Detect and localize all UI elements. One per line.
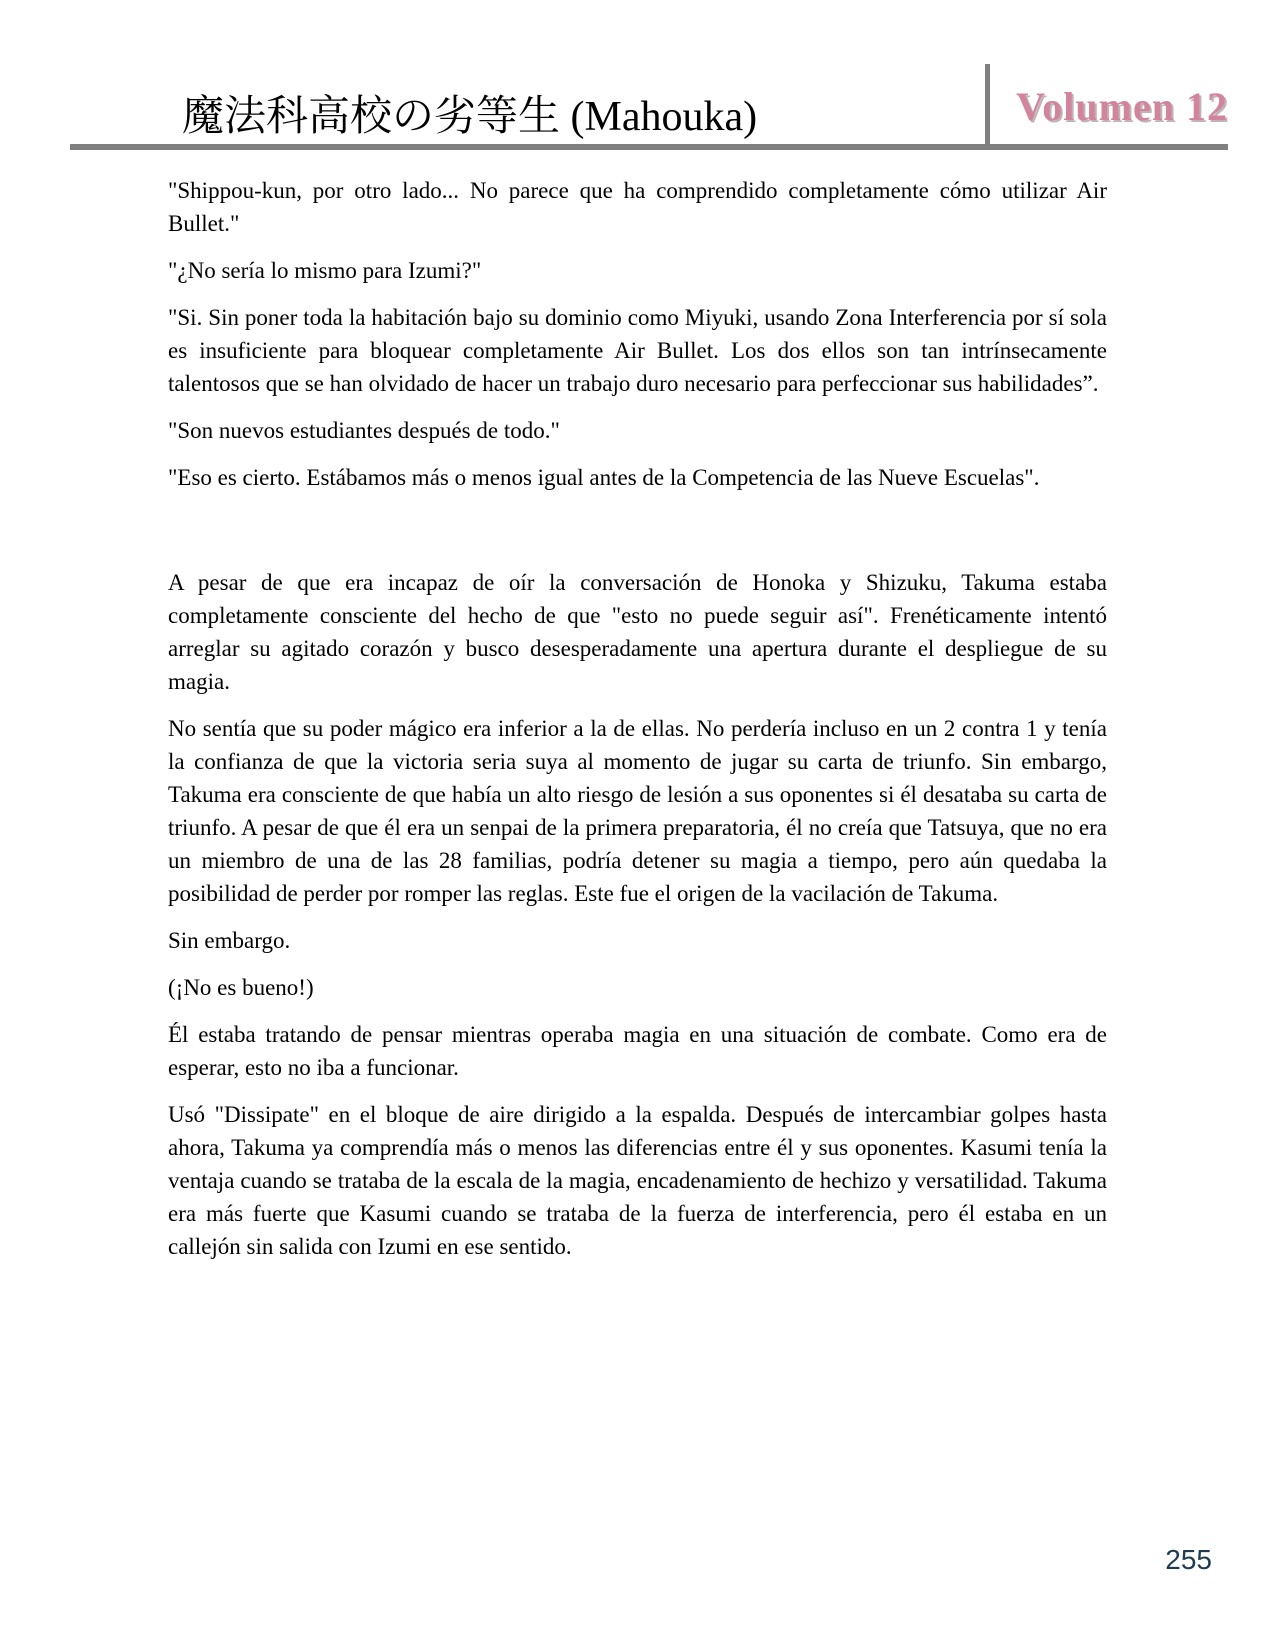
paragraph: Él estaba tratando de pensar mientras operaba magia en una situación de combate. Como era de esperar, esto no iba a funcionar. [168, 1022, 1107, 1080]
paragraph: (¡No es bueno!) [168, 975, 314, 1000]
page-number: 255 [1165, 1544, 1212, 1575]
paragraph: "Si. Sin poner toda la habitación bajo su dominio como Miyuki, usando Zona Interferencia por sí sola es insuficiente para bloquear completamente Air Bullet. Los dos ellos son tan intrínsecamente talentosos que se han olvidado de hacer un trabajo duro necesario para perfeccionar sus habilidades”. [168, 305, 1107, 396]
paragraph: "Eso es cierto. Estábamos más o menos igual antes de la Competencia de las Nueve Escuelas". [168, 465, 1040, 490]
paragraph: "Shippou-kun, por otro lado... No parece que ha comprendido completamente cómo utilizar Air Bullet." [168, 178, 1107, 236]
page-footer [1165, 1544, 1212, 1576]
header-divider-bar [985, 64, 990, 144]
paragraph: A pesar de que era incapaz de oír la conversación de Honoka y Shizuku, Takuma estaba completamente consciente del hecho de que "esto no puede seguir así". Frenéticamente intentó arreglar su agitado corazón y busco desesperadamente una apertura durante el despliegue de su magia. [168, 570, 1107, 694]
paragraph: "Son nuevos estudiantes después de todo." [168, 418, 560, 443]
page-body [168, 174, 1107, 1263]
book-title: 魔法科高校の劣等生 (Mahouka) [182, 93, 758, 140]
header-row [70, 64, 1228, 144]
page-header [0, 0, 1275, 150]
paragraph: "¿No sería lo mismo para Izumi?" [168, 258, 482, 283]
header-rule [70, 144, 1228, 150]
paragraph: Sin embargo. [168, 928, 291, 953]
paragraph: No sentía que su poder mágico era inferior a la de ellas. No perdería incluso en un 2 contra 1 y tenía la confianza de que la victoria seria suya al momento de jugar su carta de triunfo. Sin embargo, Takuma era consciente de que había un alto riesgo de lesión a sus oponentes si él desataba su carta de triunfo. A pesar de que él era un senpai de la primera preparatoria, él no creía que Tatsuya, que no era un miembro de una de las 28 familias, podría detener su magia a tiempo, pero aún quedaba la posibilidad de perder por romper las reglas. Este fue el origen de la vacilación de Takuma. [168, 716, 1107, 906]
scene-break [168, 508, 1107, 552]
volume-label: Volumen 12 [1016, 84, 1228, 129]
paragraph: Usó "Dissipate" en el bloque de aire dirigido a la espalda. Después de intercambiar golpes hasta ahora, Takuma ya comprendía más o menos las diferencias entre él y sus oponentes. Kasumi tenía la ventaja cuando se trataba de la escala de la magia, encadenamiento de hechizo y versatilidad. Takuma era más fuerte que Kasumi cuando se trataba de la fuerza de interferencia, pero él estaba en un callejón sin salida con Izumi en ese sentido. [168, 1102, 1107, 1259]
